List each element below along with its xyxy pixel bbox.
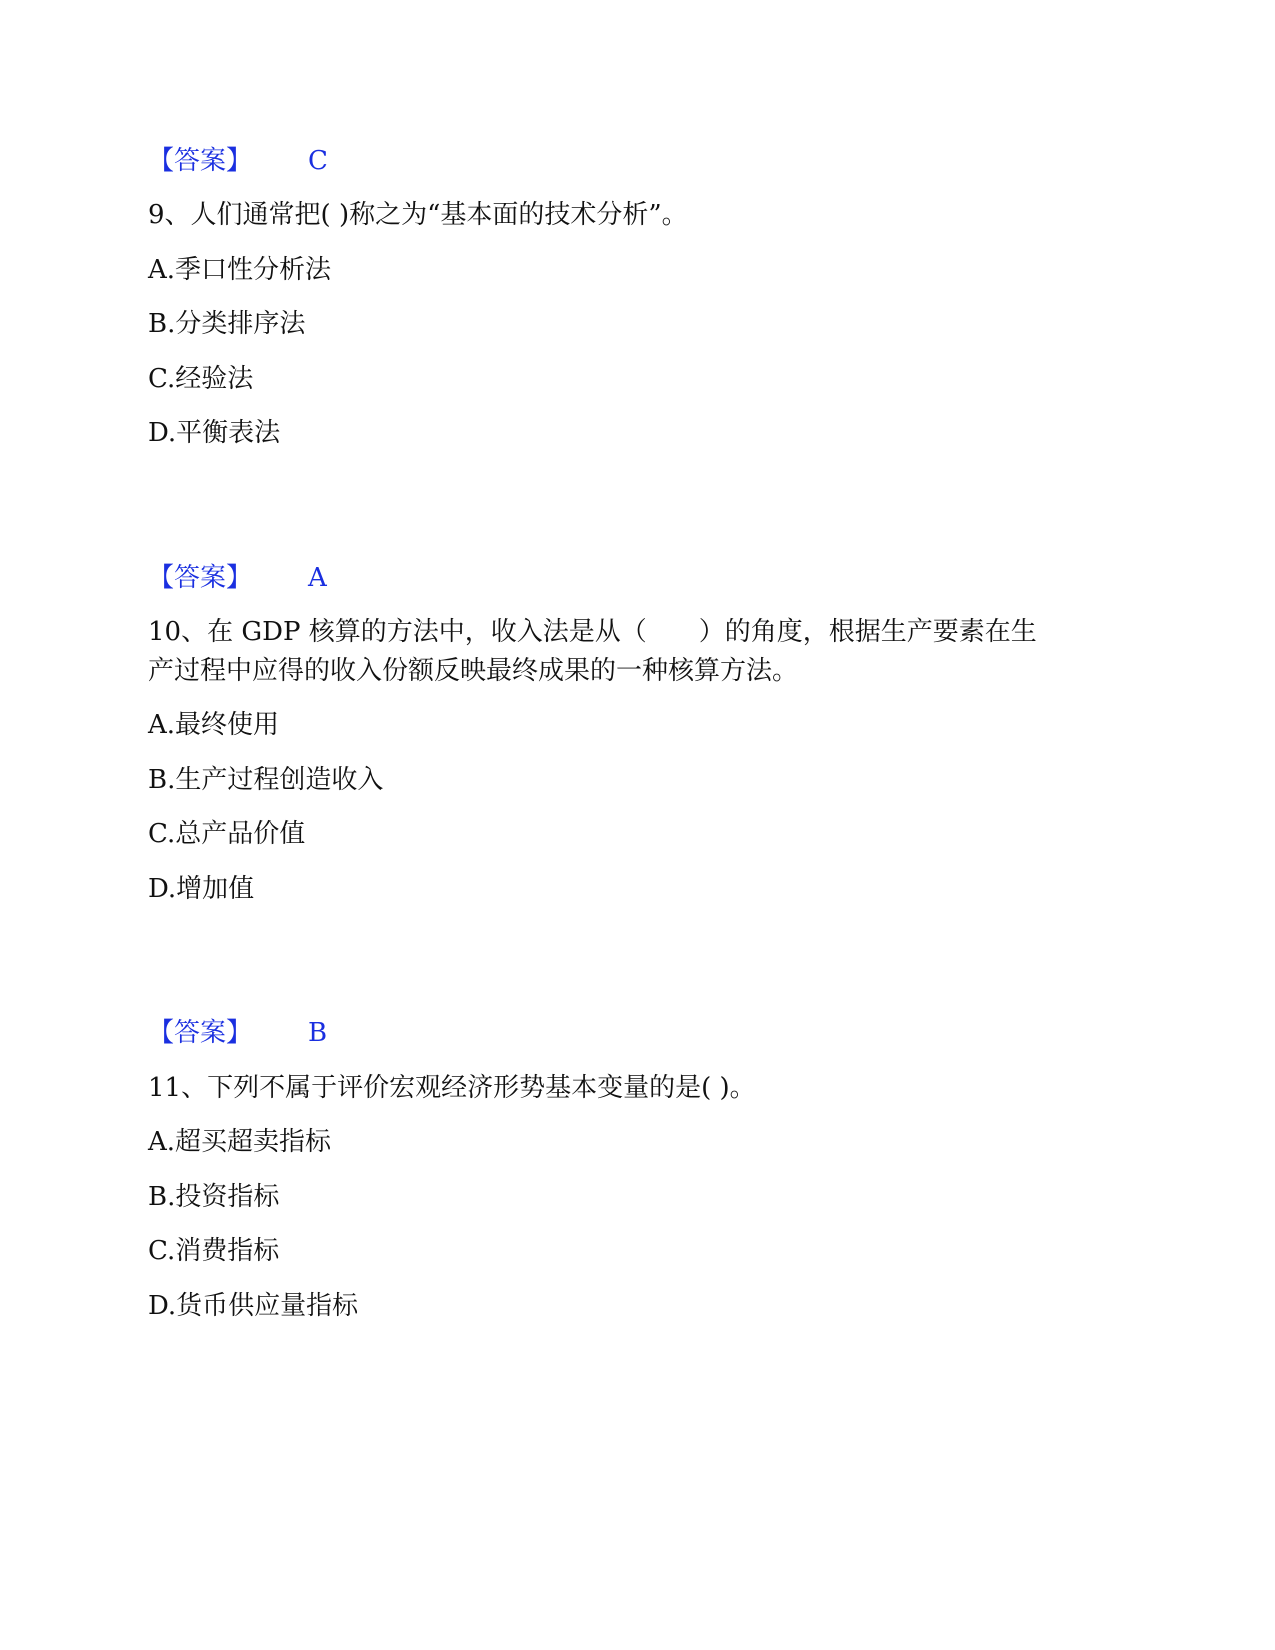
answer-row (148, 141, 328, 181)
answer-value: A (308, 563, 327, 593)
option-c: C.经验法 (148, 364, 254, 394)
option-d: D.平衡表法 (148, 418, 281, 448)
answer-row (148, 558, 327, 598)
option-b: B.生产过程创造收入 (148, 765, 384, 795)
question-text: 11、下列不属于评价宏观经济形势基本变量的是( )。 (148, 1073, 756, 1103)
answer-label: 【答案】 (148, 146, 253, 176)
option-d: D.增加值 (148, 874, 255, 904)
option-a: A.超买超卖指标 (148, 1127, 332, 1157)
option-b: B.投资指标 (148, 1182, 280, 1212)
option-c: C.总产品价值 (148, 819, 306, 849)
question-text: 10、在 GDP 核算的方法中，收入法是从（ ）的角度，根据生产要素在生 (148, 617, 1037, 647)
question-text-line2: 产过程中应得的收入份额反映最终成果的一种核算方法。 (148, 656, 799, 686)
answer-label: 【答案】 (148, 1018, 253, 1048)
option-b: B.分类排序法 (148, 309, 306, 339)
option-a: A.季口性分析法 (148, 255, 332, 285)
option-a: A.最终使用 (148, 710, 280, 740)
option-c: C.消费指标 (148, 1236, 280, 1266)
answer-row (148, 1013, 328, 1053)
answer-value: B (308, 1018, 328, 1048)
option-d: D.货币供应量指标 (148, 1291, 359, 1321)
answer-label: 【答案】 (148, 563, 253, 593)
question-text: 9、人们通常把( )称之为“基本面的技术分析”。 (148, 200, 688, 230)
answer-value: C (308, 146, 328, 176)
